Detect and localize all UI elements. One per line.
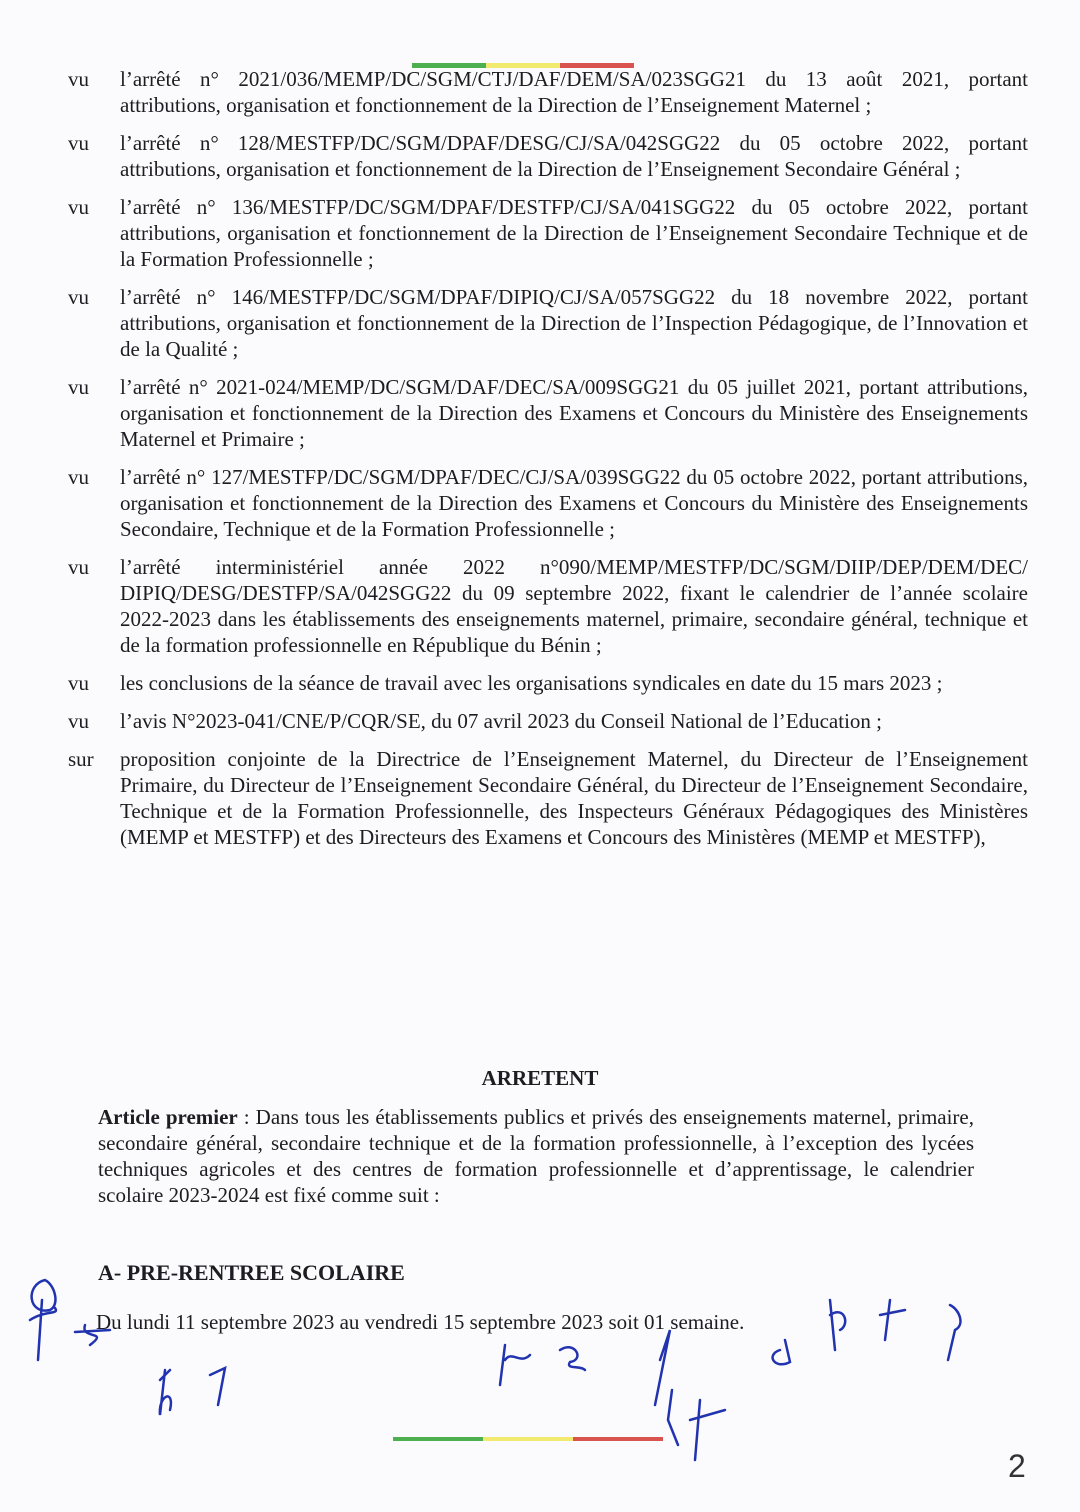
considerant-item [60, 670, 1028, 696]
signature-initials [0, 1270, 1080, 1510]
considerant-item [60, 708, 1028, 734]
considerant-lead: vu [68, 195, 89, 219]
signature-mark [30, 1280, 56, 1360]
considerant-text: l’arrêté n° 136/MESTFP/DC/SGM/DPAF/DESTFP/CJ/SA/041SGG22 du 05 octobre 2022, portant attributions, organisation et fonctionnement de la Direction de l’Enseignement Secondaire Technique et de la Formation Professionnelle ; [120, 195, 1028, 271]
considerant-lead: vu [68, 709, 89, 733]
considerant-item [60, 284, 1028, 362]
flag-red [573, 1437, 663, 1441]
considerant-lead: vu [68, 375, 89, 399]
considerant-text: l’arrêté n° 146/MESTFP/DC/SGM/DPAF/DIPIQ/CJ/SA/057SGG22 du 18 novembre 2022, portant attributions, organisation et fonctionnement de la Direction de l’Inspection Pédagogique, de l’Innovation et de la Qualité ; [120, 285, 1028, 361]
signature-mark [668, 1390, 725, 1460]
considerant-item [60, 374, 1028, 452]
article-text: : Dans tous les établissements publics et privés des enseignements maternel, primaire, secondaire général, secondaire technique et de la formation professionnelle, à l’exception des lycées techniques agricoles et des centres de formation professionnelle et d’apprentissage, le calendrier scolaire 2023-2024 est fixé comme suit : [98, 1105, 974, 1207]
signature-mark [210, 1368, 225, 1405]
signature-mark [500, 1345, 530, 1385]
flag-stripe-bottom [393, 1437, 663, 1441]
considerant-lead: sur [68, 747, 94, 771]
considerant-item [60, 554, 1028, 658]
page-number: 2 [1008, 1448, 1026, 1484]
signature-mark [948, 1305, 960, 1360]
considerant-lead: vu [68, 465, 89, 489]
flag-green [393, 1437, 483, 1441]
decree-heading: ARRETENT [481, 1066, 599, 1090]
considerant-text: l’arrêté n° 127/MESTFP/DC/SGM/DPAF/DEC/CJ/SA/039SGG22 du 05 octobre 2022, portant attributions, organisation et fonctionnement de la Direction des Examens et Concours du Ministère des Enseignements Secondaire, Technique et de la Formation Professionnelle ; [120, 465, 1028, 541]
considerant-text: l’arrêté n° 2021/036/MEMP/DC/SGM/CTJ/DAF/DEM/SA/023SGG21 du 13 août 2021, portant attributions, organisation et fonctionnement de la Direction de l’Enseignement Maternel ; [120, 67, 1028, 117]
signature-mark [830, 1300, 845, 1350]
section-title: A- PRE-RENTREE SCOLAIRE [98, 1260, 405, 1285]
considerant-item [60, 66, 1028, 118]
flag-yellow [483, 1437, 573, 1441]
considerant-lead: vu [68, 285, 89, 309]
considerant-text: l’arrêté n° 2021-024/MEMP/DC/SGM/DAF/DEC/SA/009SGG21 du 05 juillet 2021, portant attributions, organisation et fonctionnement de la Direction des Examens et Concours du Ministère des Enseignements Maternel et Primaire ; [120, 375, 1028, 451]
article-label: Article premier [98, 1105, 238, 1129]
considerant-item [60, 464, 1028, 542]
section-text: Du lundi 11 septembre 2023 au vendredi 15 septembre 2023 soit 01 semaine. [96, 1310, 745, 1334]
considerant-lead: vu [68, 555, 89, 579]
signature-mark [560, 1347, 585, 1370]
signature-mark [75, 1325, 110, 1345]
considerant-item [60, 746, 1028, 850]
considerant-lead: vu [68, 671, 89, 695]
considerant-lead: vu [68, 67, 89, 91]
considerant-item [60, 130, 1028, 182]
considerants-list [60, 66, 1028, 862]
signature-mark [880, 1300, 905, 1340]
considerant-text: l’arrêté interministériel année 2022 n°090/MEMP/MESTFP/DC/SGM/DIIP/DEP/DEM/DEC/ DIPIQ/DESG/DESTFP/SA/042SGG22 du 09 septembre 2022, fixant le calendrier de l’année scolaire 2022-2023 dans les établissements des enseignements maternel, primaire, secondaire général, technique et de la formation professionnelle en République du Bénin ; [120, 555, 1028, 657]
article-premier [98, 1104, 974, 1208]
considerant-text: les conclusions de la séance de travail avec les organisations syndicales en date du 15 mars 2023 ; [120, 671, 943, 695]
signature-mark [655, 1330, 670, 1405]
considerant-text: proposition conjointe de la Directrice de l’Enseignement Maternel, du Directeur de l’Enseignement Primaire, du Directeur de l’Enseignement Secondaire Général, du Directeur de l’Enseignement Secondaire, Technique et de la Formation Professionnelle, des Inspecteurs Généraux Pédagogiques des Ministères (MEMP et MESTFP) et des Directeurs des Examens et Concours des Ministères (MEMP et MESTFP), [120, 747, 1028, 849]
considerant-text: l’arrêté n° 128/MESTFP/DC/SGM/DPAF/DESG/CJ/SA/042SGG22 du 05 octobre 2022, portant attributions, organisation et fonctionnement de la Direction de l’Enseignement Secondaire Général ; [120, 131, 1028, 181]
considerant-lead: vu [68, 131, 89, 155]
signature-mark [773, 1340, 790, 1364]
signature-mark [160, 1370, 171, 1415]
considerant-text: l’avis N°2023-041/CNE/P/CQR/SE, du 07 avril 2023 du Conseil National de l’Education ; [120, 709, 882, 733]
considerant-item [60, 194, 1028, 272]
